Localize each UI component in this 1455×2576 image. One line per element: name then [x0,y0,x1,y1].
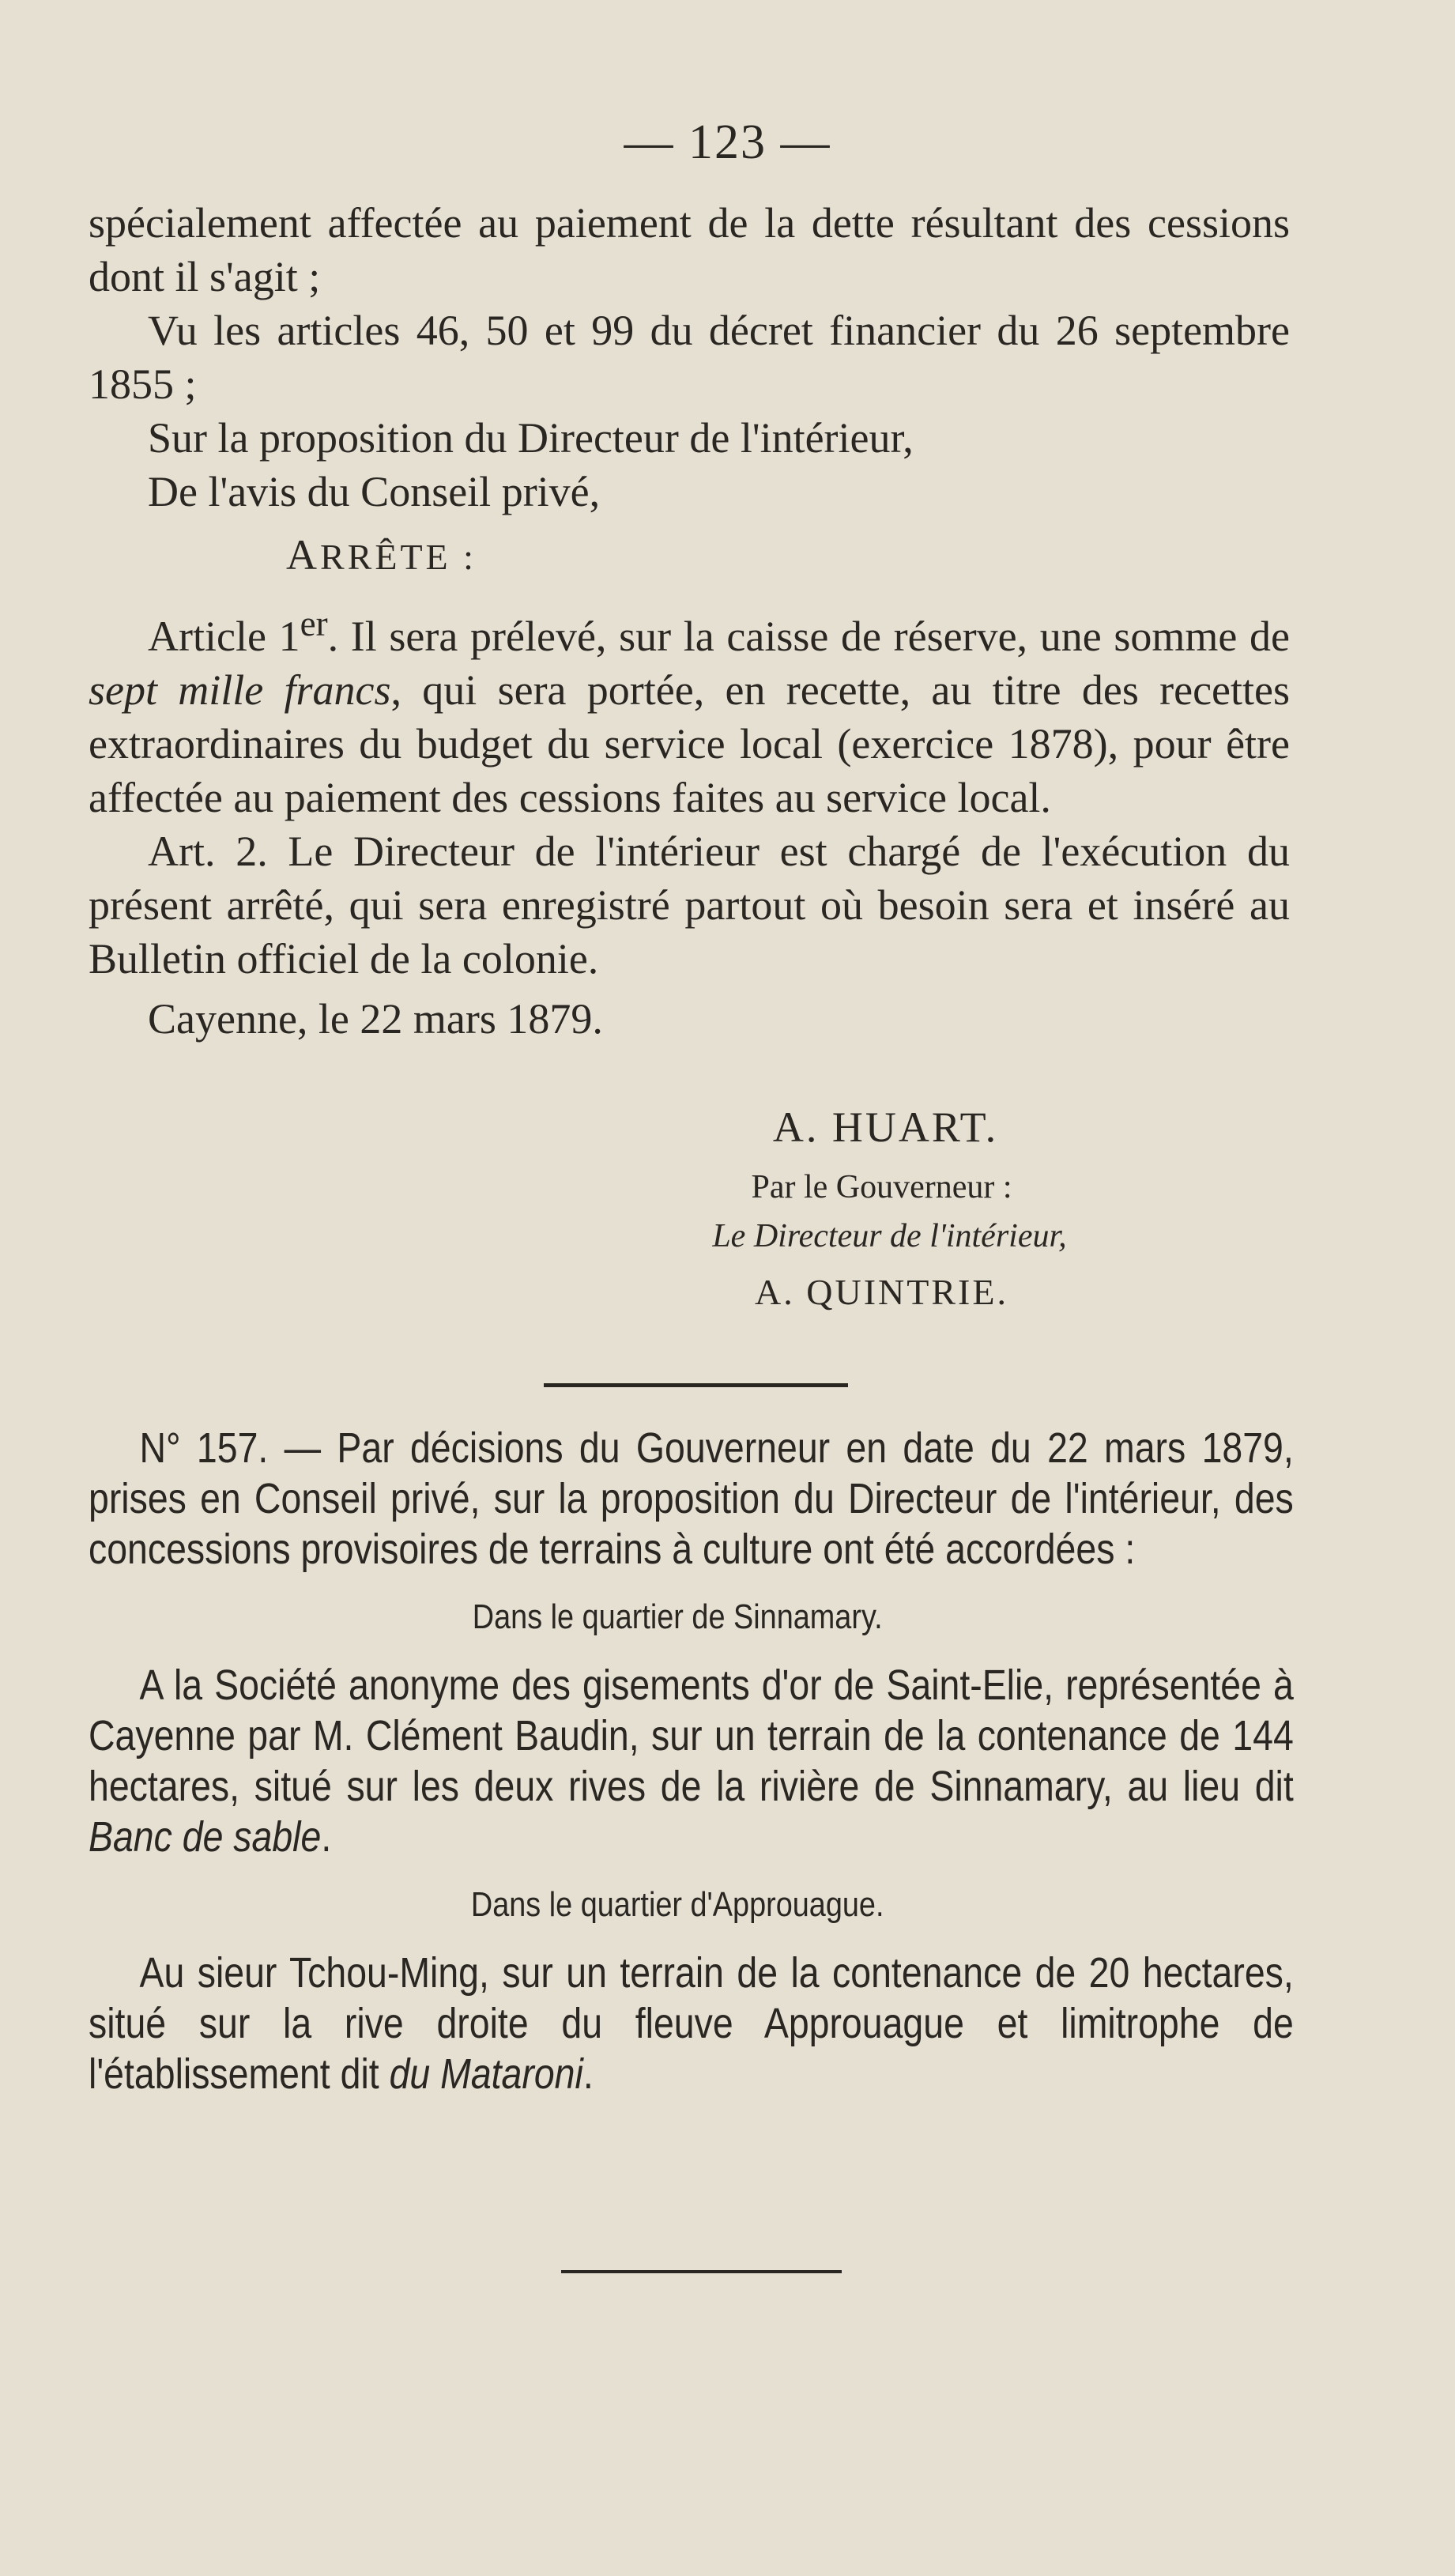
signature-director-name: A. QUINTRIE. [755,1272,1008,1312]
decree-continuation: spécialement affectée au paiement de la dette résultant des cessions dont il s'agit ; [89,199,1290,300]
decree-proposition-paragraph: Sur la proposition du Directeur de l'intérieur, [148,414,914,462]
grant-1-place: Banc de sable [89,1813,322,1861]
grant-2-text-a: Au sieur Tchou-Ming, sur un terrain de la contenance de 20 hectares, situé sur la rive droite du fleuve Approuague et limitrophe de l'établissement dit [89,1949,1294,2098]
subheading-approuague: Dans le quartier d'Approuague. [470,1885,884,1924]
article-1-amount: sept mille francs [89,666,391,714]
grant-tchou-ming [89,1948,1294,2099]
grant-1-text-b: . [321,1813,332,1861]
article-1-text-b: , qui sera portée, en recette, au titre des recettes extraordinaires du budget du service local (exercice 1878), pour être affectée au paiement des cessions faites au service local. [89,666,1291,821]
place-date: Cayenne, le 22 mars 1879. [148,995,603,1043]
article-1-sup: er [300,604,328,643]
page-number: — 123 — [624,115,831,169]
arrete-heading [89,528,1290,584]
signature-director-title: Le Directeur de l'intérieur, [712,1218,1067,1254]
article-1 [89,597,1290,824]
concessions-notice [89,1423,1294,2099]
article-2: Art. 2. Le Directeur de l'intérieur est chargé de l'exécution du présent arrêté, qui sera enregistré partout où besoin sera et inséré au Bulletin officiel de la colonie. [89,828,1290,983]
grant-saint-elie [89,1660,1294,1862]
separator-rule [544,1383,848,1387]
notice-intro: N° 157. — Par décisions du Gouverneur en date du 22 mars 1879, prises en Conseil privé, sur la proposition du Directeur de l'intérieur, des concessions provisoires de terrains à culture ont été accordées : [89,1424,1294,1573]
decree-vu-paragraph: Vu les articles 46, 50 et 99 du décret financier du 26 septembre 1855 ; [89,307,1290,408]
arrete-initial: A [286,531,320,579]
grant-2-place: du Mataroni [389,2050,583,2098]
signature-par-line: Par le Gouverneur : [751,1169,1012,1205]
article-1-text-a: . Il sera prélevé, sur la caisse de réserve, une somme de [327,613,1290,660]
grant-2-text-b: . [582,2050,594,2098]
signature-governor: A. HUART. [772,1103,999,1151]
decree-section [89,196,1290,1046]
decree-avis-paragraph: De l'avis du Conseil privé, [148,468,601,515]
end-rule [561,2270,842,2273]
arrete-rest: RRÊTE : [320,537,477,577]
article-1-prefix: Article 1 [148,613,300,660]
grant-1-text-a: A la Société anonyme des gisements d'or de Saint-Elie, représentée à Cayenne par M. Clément Baudin, sur un terrain de la contenance de 144 hectares, situé sur les deux rives de la rivière de Sinnamary, au lieu dit [89,1661,1294,1810]
subheading-sinnamary: Dans le quartier de Sinnamary. [472,1597,883,1636]
